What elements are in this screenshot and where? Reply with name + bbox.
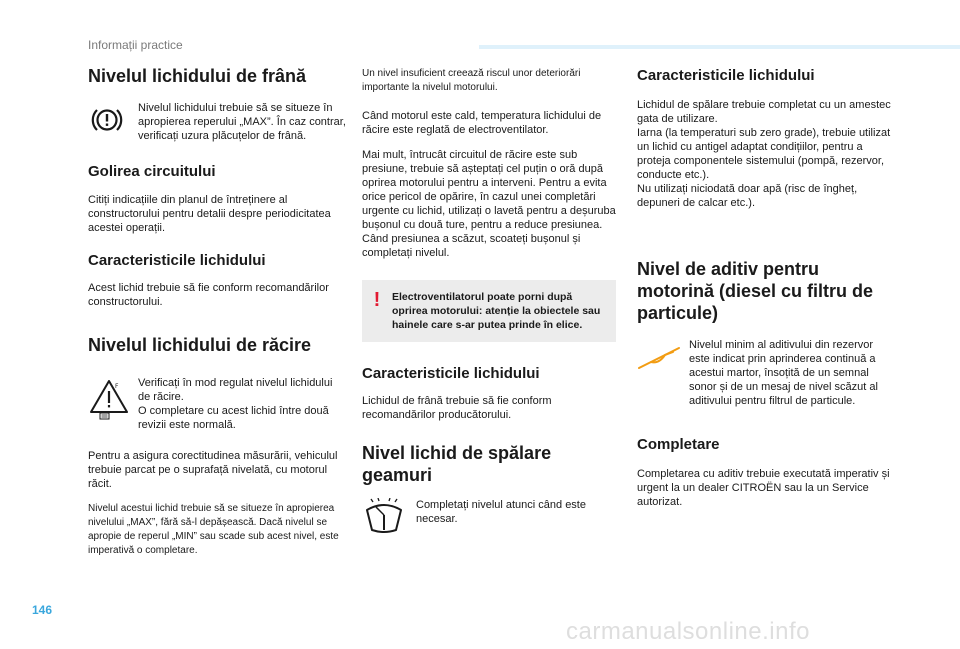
column-left <box>88 62 346 558</box>
svg-text:F: F <box>115 383 119 390</box>
washer-fluid-icon <box>362 498 416 538</box>
coolant-note: Nivelul acestui lichid trebuie să se situeze în apropierea nivelului „MAX”, fără să-l depășească. Dacă nivelul se apropie de reperul „MIN” sau scade sub acest nivel, este imperativă o completare. <box>88 503 339 556</box>
column-middle <box>362 62 616 538</box>
additive-block <box>637 338 893 408</box>
washer-text: Completați nivelul atunci când este necesar. <box>416 499 586 525</box>
coolant-warning-icon <box>88 376 138 420</box>
fluid-spec-text: Acest lichid trebuie să fie conform recomandărilor constructorului. <box>88 282 329 308</box>
additive-title: Nivel de aditiv pentru motorină (diesel cu filtru de particule) <box>637 259 874 323</box>
fan-paragraph: Când motorul este cald, temperatura lichidului de răcire este reglată de electroventilator. <box>362 110 602 136</box>
brake-fluid-text: Nivelul lichidului trebuie să se situeze în apropierea reperului „MAX”. În caz contrar, verificați uzura plăcuțelor de frână. <box>138 102 346 142</box>
washer-spec-title: Caracteristicile lichidului <box>637 67 815 84</box>
fill-text: Completarea cu aditiv trebuie executată imperativ și urgent la un dealer CITROËN sau la un Service autorizat. <box>637 468 890 508</box>
drain-text: Citiți indicațiile din planul de întreținere al constructorului pentru detalii despre periodicitatea acestei operații. <box>88 194 331 234</box>
coolant-text: Verificați în mod regulat nivelul lichidului de răcire. O completare cu acest lichid între două revizii este normală. <box>138 377 333 431</box>
coolant-paragraph: Pentru a asigura corectitudinea măsurării, vehiculul trebuie parcat pe o suprafață nivelată, cu motorul răcit. <box>88 450 338 490</box>
fluid-spec-title: Caracteristicile lichidului <box>88 252 266 269</box>
washer-title: Nivel lichid de spălare geamuri <box>362 443 552 485</box>
column-right <box>637 62 893 509</box>
warning-text: Electroventilatorul poate porni după oprirea motorului: atenție la obiectele sau hainele care s-ar putea prinde în elice. <box>392 291 601 331</box>
coolant-block <box>88 376 346 432</box>
section-header: Informații practice <box>88 38 183 52</box>
additive-text: Nivelul minim al aditivului din rezervor este indicat prin aprinderea continuă a acestui martor, însoțită de un semnal sonor și de un mesaj de nivel scăzut al aditivului pentru filtrul de particule. <box>689 339 878 407</box>
brake-fluid-title: Nivelul lichidului de frână <box>88 66 307 86</box>
washer-spec-text: Lichidul de spălare trebuie completat cu un amestec gata de utilizare. Iarna (la temperaturi sub zero grade), trebuie utilizat un lichid cu antigel adaptat condițiilor, pentru a proteja componentele sistemului (pompă, rezervor, conducte etc.). Nu utilizați niciodată doar apă (risc de îngheț, depuneri de calcar etc.). <box>637 99 891 209</box>
watermark: carmanualsonline.info <box>566 618 810 645</box>
fuel-additive-icon <box>637 338 689 372</box>
drain-title: Golirea circuitului <box>88 163 216 180</box>
pressure-paragraph: Mai mult, întrucât circuitul de răcire este sub presiune, trebuie să așteptați cel puțin o oră după oprirea motorului pentru a interveni. Pentru a evita orice pericol de opărire, în cazul unei completări urgente cu lichid, utilizați o lavetă pentru a deșuruba bușonul cu două ture, pentru a reduce presiunea. Când presiunea a scăzut, scoateți bușonul și completați nivelul. <box>362 149 616 259</box>
washer-block <box>362 498 616 538</box>
brake-spec-text: Lichidul de frână trebuie să fie conform recomandărilor producătorului. <box>362 395 552 421</box>
warning-icon: ! <box>373 289 381 311</box>
fill-title: Completare <box>637 436 720 453</box>
coolant-title: Nivelul lichidului de răcire <box>88 335 312 355</box>
header-bar <box>479 45 960 49</box>
brake-fluid-block <box>88 101 346 143</box>
brake-spec-title: Caracteristicile lichidului <box>362 365 540 382</box>
page-number: 146 <box>32 603 53 617</box>
brake-warning-icon <box>88 101 138 135</box>
engine-damage-note: Un nivel insuficient creează riscul unor deteriorări importante la nivelul motorului. <box>362 68 581 93</box>
warning-box <box>362 280 616 342</box>
